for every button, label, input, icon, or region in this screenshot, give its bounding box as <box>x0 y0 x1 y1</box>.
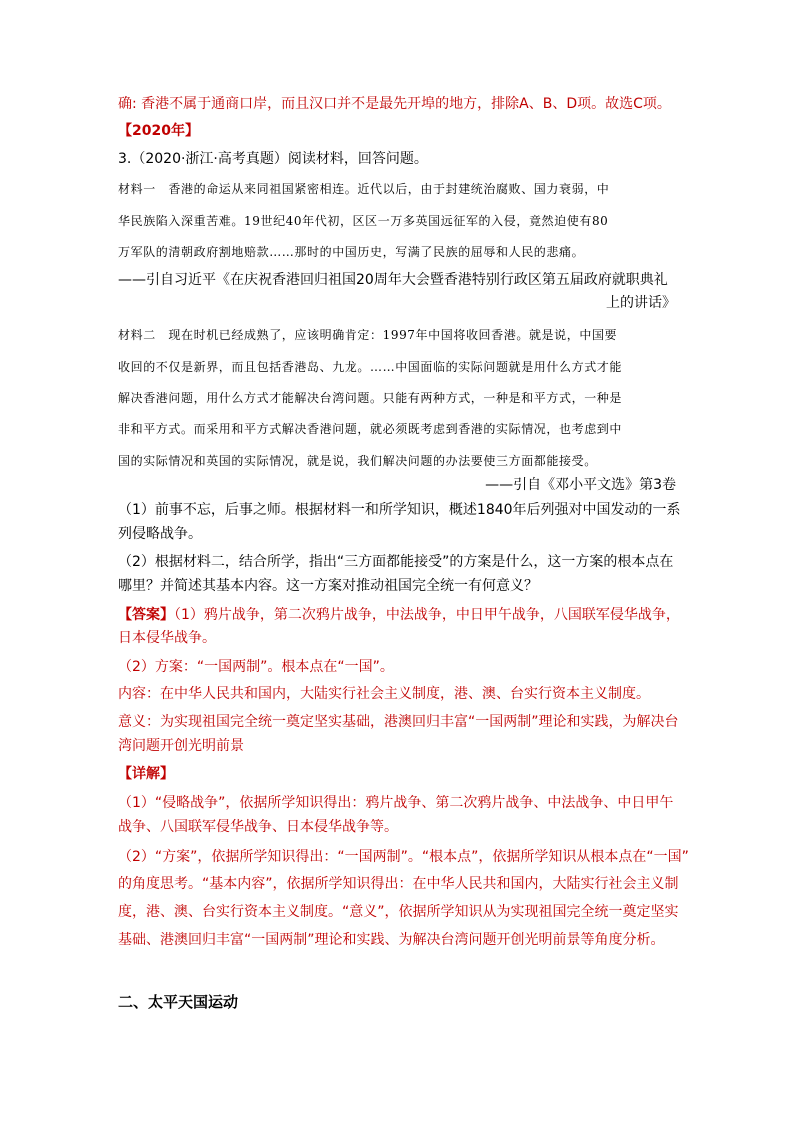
analysis-line: 的角度思考。“基本内容”，依据所学知识得出：在中华人民共和国内，大陆实行社会主义制 <box>118 876 679 892</box>
answer-line: 湾问题开创光明前景 <box>118 738 244 754</box>
top-explanation: 确: 香港不属于通商口岸，而且汉口并不是最先开埠的地方，排除A、B、D项。故选C项。 <box>118 96 671 112</box>
answer-label: 【答案】 <box>118 607 174 623</box>
material2-source: ——引自《邓小平文选》第3卷 <box>485 477 676 493</box>
answer-text: （1）鸦片战争，第二次鸦片战争，中法战争，中日甲午战争，八国联军侵华战争， <box>174 607 680 623</box>
analysis-line: 基础、港澳回归丰富“一国两制”理论和实践、为解决台湾问题开创光明前景等角度分析。 <box>118 932 665 948</box>
answer-first-line <box>118 604 680 626</box>
section-heading: 二、太平天国运动 <box>118 993 239 1011</box>
analysis-line: （1）“侵略战争”，依据所学知识得出：鸦片战争、第二次鸦片战争、中法战争、中日甲午 <box>118 795 674 811</box>
analysis-line: （2）“方案”，依据所学知识得出：“一国两制”。“根本点”，依据所学知识从根本点在“一国” <box>118 849 689 865</box>
material1-line: 材料一 香港的命运从来同祖国紧密相连。近代以后，由于封建统治腐败、国力衰弱，中 <box>118 182 610 196</box>
answer-line: 意义：为实现祖国完全统一奠定坚实基础，港澳回归丰富“一国两制”理论和实践，为解决台 <box>118 714 679 730</box>
material2-line: 收回的不仅是新界，而且包括香港岛、九龙。……中国面临的实际问题就是用什么方式才能 <box>118 360 623 374</box>
material1-line: 万军队的清朝政府割地赔款……那时的中国历史，写满了民族的屈辱和人民的悲痛。 <box>118 245 585 259</box>
analysis-line: 度，港、澳、台实行资本主义制度。“意义”，依据所学知识从为实现祖国完全统一奠定坚实 <box>118 904 679 920</box>
material1-source: ——引自习近平《在庆祝香港回归祖国20周年大会暨香港特别行政区第五届政府就职典礼 <box>118 272 668 288</box>
answer-line: （2）方案：“一国两制”。根本点在“一国”。 <box>118 659 394 675</box>
material1-line: 华民族陷入深重苦难。19世纪40年代初，区区一万多英国远征军的入侵，竟然迫使有80 <box>118 214 609 228</box>
answer-line: 日本侵华战争。 <box>118 630 216 646</box>
analysis-label: 【详解】 <box>118 766 174 782</box>
sub-question-line: 列侵略战争。 <box>118 526 202 542</box>
sub-question-line: 哪里？并简述其基本内容。这一方案对推动祖国完全统一有何意义？ <box>118 578 538 594</box>
material2-line: 解决香港问题，用什么方式才能解决台湾问题。只能有两种方式，一种是和平方式，一种是 <box>118 391 623 405</box>
answer-line: 内容：在中华人民共和国内，大陆实行社会主义制度，港、澳、台实行资本主义制度。 <box>118 686 650 702</box>
year-label: 【2020年】 <box>118 123 199 139</box>
sub-question-line: （2）根据材料二，结合所学，指出“三方面都能接受”的方案是什么，这一方案的根本点在 <box>118 554 674 570</box>
material2-line: 国的实际情况和英国的实际情况，就是说，我们解决问题的办法要使三方面都能接受。 <box>118 454 597 468</box>
material2-line: 非和平方式。而采用和平方式解决香港问题，就必须既考虑到香港的实际情况，也考虑到中 <box>118 422 623 436</box>
analysis-line: 战争、八国联军侵华战争、日本侵华战争等。 <box>118 819 398 835</box>
question-intro: 3.（2020·浙江·高考真题）阅读材料，回答问题。 <box>118 151 428 167</box>
material1-source-end: 上的讲话》 <box>606 295 676 311</box>
material2-line: 材料二 现在时机已经成熟了，应该明确肯定：1997年中国将收回香港。就是说，中国要 <box>118 328 618 342</box>
sub-question-line: （1）前事不忘，后事之师。根据材料一和所学知识，概述1840年后列强对中国发动的一系 <box>118 502 681 518</box>
